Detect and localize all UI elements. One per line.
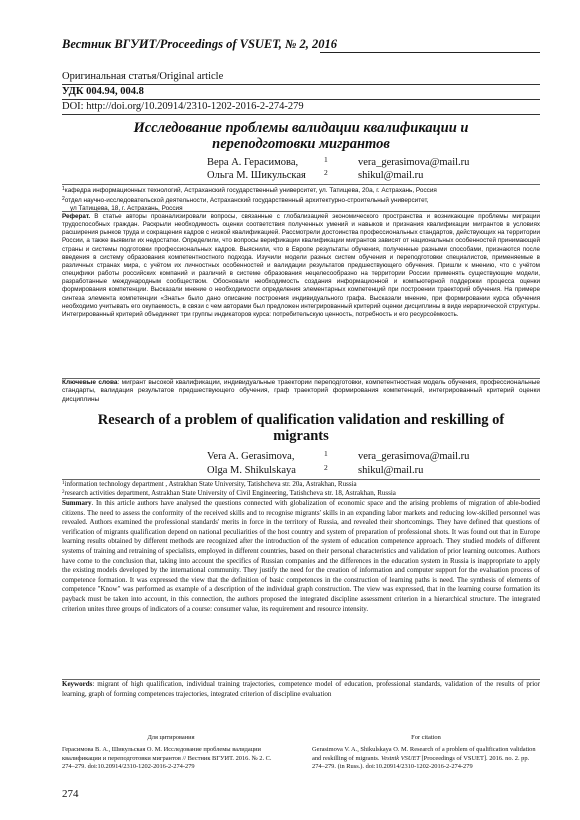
abstract-ru [62,213,540,319]
header-rule [320,52,540,53]
author-name: Ольга М. Шикульская [207,170,306,181]
affiliation [62,185,540,195]
citation-en [312,734,540,772]
author-name: Olga M. Shikulskaya [207,465,296,476]
abstract-text: . In this article authors have analysed the questions connected with globalization of economic space and the arising problems of migration of able-bodied citizens. The need to assess the conformity of the received skills and to recognise migrants' skills in an expanding labor markets and reducing low-skilled personnel was revealed. Authors examined the professional standards' merits in force in the territory of Russia, and revealed their shortcomings. They have defined that questions of verification of migrants qualification depend on national peculiarities of the host country and system of preparation of professional shots. It was found out that in Europe learning results obtained by different methods are recognized after the introduction of the system of education competence approach. They studied models of different systems of training and retraining of specialists, employed in different countries, based on their personal characteristics and validation of prior learning outcomes. Authors have come to the conclusion that, taking into account the specifics of Russian companies and the differences in the education system in Russia is inappropriate to apply the existing models developed by the international community. They justify the need for the creation of information and computer support for the evaluation process of competence formation. It was expressed the view that the definition of basic competences in the construction of learning paths is need. The synthesis of elements of competence "Know" was performed as example of a description of the individual graph construction. The view was expressed, that in the learning course formation its payback must be taken into account, in this connection, the authors proposed the integrated discipline assessment criterion in a hierarchical structure. The integrated criterion unites three groups of indicators of a course: consumer value, its requirement and resource intensity. [62,499,540,613]
abstract-text: В статье авторы проанализировали вопросы, связанные с глобализацией экономического пространства и возникающие проблемы миграции трудоспособных граждан. Раскрыли необходимость оценки соответствия полученных умений и навыков и признания квалификации мигрантов в условиях расширения рынков труда и сокращения кадров с низкой квалификацией. Рассмотрели достоинства профессиональных стандартов, действующих на территории России, а также выявили их недостатки. Определили, что вопросы верификации квалификации мигрантов зависят от национальных особенностей принимающей страны и системы подготовки профессиональных кадров. Выяснили, что в Европе результаты обучения, полученные разными способами, признаются после введения в систему образования компетентностного подхода. Изучили модели разных систем обучения и переподготовки специалистов, применяемые в различных странах мира, с учётом их личностных особенностей и валидации результатов предшествующего обучения. Пришли к мнению, что с учётом специфики работы российских компаний и различий в системе образования нецелесообразно на территории России применять существующие модели, разработанные международным сообществом. Обосновали необходимость создания информационной и компьютерной поддержки процесса оценки формирования компетенции. Высказали мнение о необходимости определения элементарных компетенций при построении траекторий обучения. На примере синтеза элемента компетенции «Знать» было дано описание построения индивидуального графа. Высказали мнение, при формировании курса обучения необходимо учитывать его окупаемость, в связи с чем авторами был предложен интегрированный критерий оценки дисциплины в виде иерархической структуры. Интегрированный критерий объединяет три группы индикаторов курса: потребительскую ценность, потребность и его ресурсоёмкость. [62,213,541,318]
affiliation-number: 1 [62,481,65,486]
affiliation-text: research activities department, Astrakhan State University of Civil Engineering, Tatishcheva str. 18, Astrakhan, Russia [64,488,396,497]
keywords-ru [62,379,540,404]
author-name: Vera A. Gerasimova, [207,451,295,462]
affiliations-en [62,480,540,497]
title-en-line: Research of a problem of qualification validation and reskilling of [97,412,505,428]
affiliation-text: кафедра информационных технологий, Астраханский государственный университет, ул. Татищева, 20а, г. Астрахань, Россия [64,187,437,194]
author-email[interactable]: shikul@mail.ru [358,170,424,181]
meta-divider [62,84,540,85]
author-email[interactable]: vera_gerasimova@mail.ru [358,451,470,462]
citation-text: [Proceedings of VSUET]. 2016. no. 2. pp. 274–279. (in Russ.). doi:10.20914/2310-1202-2016-2-274-279 [312,754,530,771]
author-row [62,170,540,183]
affiliation-text: отдел научно-исследовательской деятельности, Астраханский государственный архитектурно-строительный университет, [64,197,429,205]
title-en-line: migrants [273,428,329,444]
author-affiliation-number: 1 [324,449,328,458]
author-row [62,157,540,170]
affiliations-divider [62,211,540,212]
meta-divider [62,114,540,115]
article-title-en [62,412,540,444]
article-title-ru [62,120,540,152]
author-row [62,465,540,478]
meta-divider [62,99,540,100]
author-row [62,451,540,464]
author-email[interactable]: vera_gerasimova@mail.ru [358,157,470,168]
keywords-text: : migrant of high qualification, individual training trajectories, competence model of education, professional standards, validation of the results of prior learning, graph of forming competences trajectories, integrated criterion of discipline evaluation [62,680,540,698]
article-type: Оригинальная статья/Original article [62,71,224,82]
keywords-label: Keywords [62,680,93,688]
affiliation-number: 1 [62,186,65,192]
author-email[interactable]: shikul@mail.ru [358,465,424,476]
abstract-label: Summary [62,499,92,507]
affiliations-ru [62,185,540,214]
author-name: Вера А. Герасимова, [207,157,299,168]
title-ru-line: Исследование проблемы валидации квалификации и [133,120,469,136]
keywords-label: Ключевые слова [62,379,118,386]
title-ru-line: переподготовки мигрантов [212,136,390,152]
abstract-en [62,499,540,614]
citation-ru [62,734,280,772]
citation-journal: Vestnik VSUET [381,754,420,762]
citation-text: Gerasimova V. A., Shikulskaya O. M. Research of a problem of qualification validation and reskilling of migrants. [312,746,536,762]
affiliation [62,489,540,498]
keywords-text: : мигрант высокой квалификации, индивидуальные траектории переподготовки, компетентностная модель обучения, профессиональные стандарты, валидация результатов предшествующего обучения, граф траекторий формирования компетенций, интегрированный критерий оценки дисциплины [62,379,540,403]
author-affiliation-number: 2 [324,463,328,472]
author-affiliation-number: 2 [324,168,328,177]
journal-title: Вестник ВГУИТ/Proceedings of VSUET, № 2, 2016 [62,37,338,51]
citation-label: Для цитирования [147,734,195,741]
abstract-label: Реферат. [62,213,91,220]
affiliation [62,480,540,489]
author-affiliation-number: 1 [324,155,328,164]
affiliation-number: 2 [62,196,65,203]
doi-link[interactable]: DOI: http://doi.org/10.20914/2310-1202-2016-2-274-279 [62,101,304,112]
affiliation-text: ул Татищева, 18, г. Астрахань, Россия [70,205,183,213]
journal-header [62,37,540,59]
keywords-en [62,680,540,699]
affiliation-text: information technology department , Astrakhan State University, Tatishcheva str. 20a, Astrakhan, Russia [64,480,357,488]
affiliation [62,195,540,205]
citation-text: Герасимова В. А., Шикульская О. М. Исследование проблемы валидации квалификации и переподготовки мигрантов // Вестник ВГУИТ. 2016. № 2. С. 274–279. doi:10.20914/2310-1202-2016-2-274-279 [62,746,272,771]
page-number: 274 [62,788,79,800]
udc-code: УДК 004.94, 004.8 [62,86,144,97]
citation-label: For citation [411,734,441,741]
affiliation-number: 2 [62,489,65,495]
